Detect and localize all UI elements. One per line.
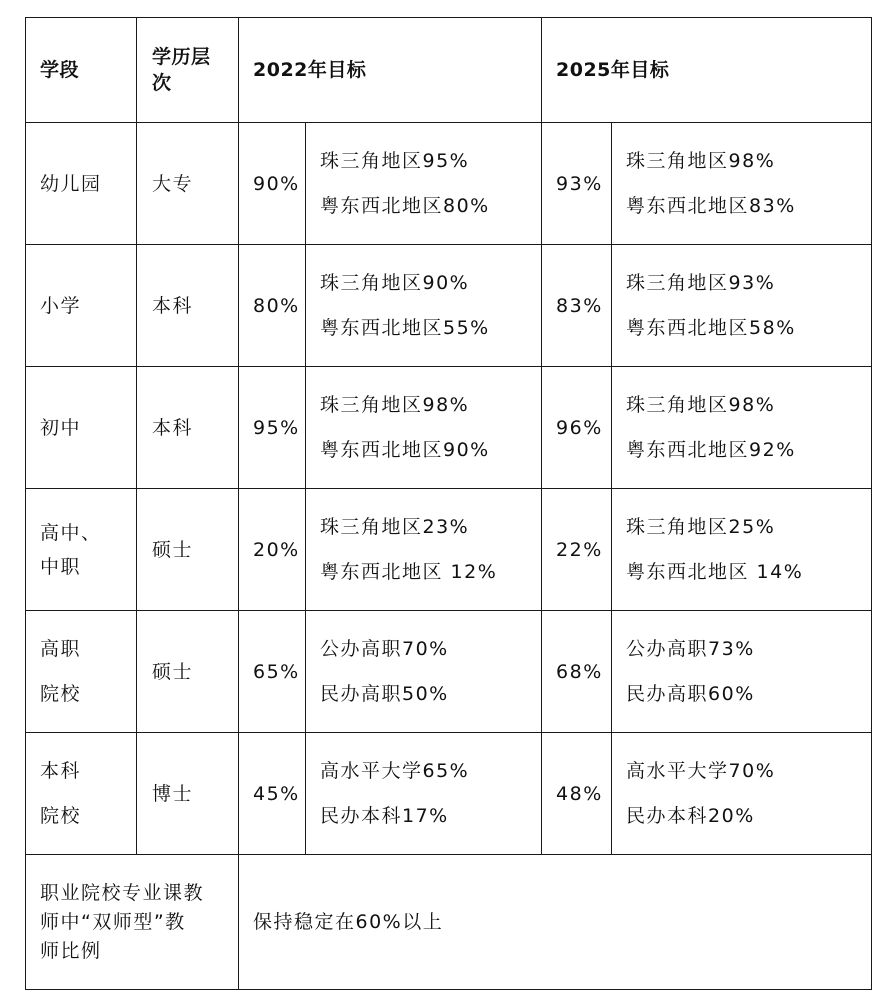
region-target-line: 珠三角地区95% — [320, 149, 470, 172]
regions-2025-cell — [612, 489, 872, 611]
stage-line: 高职 — [40, 637, 82, 660]
region-target-line: 粤东西北地区92% — [626, 438, 796, 461]
stage-cell — [26, 245, 137, 367]
stage-line: 幼儿园 — [40, 172, 102, 195]
degree-cell: 本科 — [137, 245, 239, 367]
degree-cell: 硕士 — [137, 489, 239, 611]
regions-2022-cell — [306, 489, 542, 611]
region-target-line: 粤东西北地区58% — [626, 316, 796, 339]
region-target-line: 珠三角地区25% — [626, 515, 776, 538]
overall-2025-cell: 48% — [542, 733, 612, 855]
regions-2025-cell — [612, 123, 872, 245]
stage-line: 院校 — [40, 804, 82, 827]
overall-2025-cell: 68% — [542, 611, 612, 733]
regions-2025-cell — [612, 245, 872, 367]
dual-qualified-label-line: 职业院校专业课教 — [40, 881, 205, 904]
regions-2022-cell — [306, 733, 542, 855]
degree-cell: 硕士 — [137, 611, 239, 733]
table-row — [26, 733, 872, 855]
region-target-line: 民办高职60% — [626, 682, 755, 705]
region-target-line: 粤东西北地区 12% — [320, 560, 498, 583]
degree-cell: 博士 — [137, 733, 239, 855]
region-target-line: 珠三角地区93% — [626, 271, 776, 294]
table-row — [26, 489, 872, 611]
region-target-line: 粤东西北地区90% — [320, 438, 490, 461]
teacher-qualification-targets-table — [25, 17, 872, 990]
regions-2022-cell — [306, 611, 542, 733]
region-target-line: 公办高职73% — [626, 637, 755, 660]
region-target-line: 粤东西北地区80% — [320, 194, 490, 217]
stage-cell — [26, 611, 137, 733]
header-target-2025: 2025年目标 — [542, 18, 872, 123]
region-target-line: 珠三角地区98% — [626, 393, 776, 416]
overall-2025-cell: 22% — [542, 489, 612, 611]
region-target-line: 民办高职50% — [320, 682, 449, 705]
stage-line: 中职 — [40, 555, 82, 578]
table-row — [26, 367, 872, 489]
region-target-line: 珠三角地区98% — [320, 393, 470, 416]
overall-2025-cell: 96% — [542, 367, 612, 489]
overall-2022-cell: 90% — [239, 123, 306, 245]
overall-2022-cell: 65% — [239, 611, 306, 733]
dual-qualified-value-cell: 保持稳定在60%以上 — [239, 855, 872, 990]
region-target-line: 珠三角地区90% — [320, 271, 470, 294]
stage-cell — [26, 123, 137, 245]
region-target-line: 高水平大学70% — [626, 759, 776, 782]
stage-line: 本科 — [40, 759, 82, 782]
degree-cell: 大专 — [137, 123, 239, 245]
dual-qualified-label-line: 师中“双师型”教 — [40, 910, 186, 933]
overall-2022-cell: 45% — [239, 733, 306, 855]
region-target-line: 公办高职70% — [320, 637, 449, 660]
table-row — [26, 611, 872, 733]
stage-cell — [26, 733, 137, 855]
dual-qualified-teacher-row — [26, 855, 872, 990]
table-row — [26, 245, 872, 367]
regions-2025-cell — [612, 733, 872, 855]
overall-2022-cell: 95% — [239, 367, 306, 489]
region-target-line: 粤东西北地区83% — [626, 194, 796, 217]
stage-line: 高中、 — [40, 521, 102, 544]
regions-2022-cell — [306, 245, 542, 367]
regions-2022-cell — [306, 367, 542, 489]
dual-qualified-label-line: 师比例 — [40, 939, 102, 962]
regions-2022-cell — [306, 123, 542, 245]
stage-line: 小学 — [40, 294, 82, 317]
header-degree-level — [137, 18, 239, 123]
stage-cell — [26, 489, 137, 611]
stage-line: 初中 — [40, 416, 82, 439]
dual-qualified-label-cell — [26, 855, 239, 990]
region-target-line: 珠三角地区23% — [320, 515, 470, 538]
degree-cell: 本科 — [137, 367, 239, 489]
overall-2022-cell: 80% — [239, 245, 306, 367]
header-target-2022: 2022年目标 — [239, 18, 542, 123]
region-target-line: 珠三角地区98% — [626, 149, 776, 172]
region-target-line: 民办本科17% — [320, 804, 449, 827]
header-degree-level-line-1: 学历层 — [152, 46, 211, 68]
regions-2025-cell — [612, 367, 872, 489]
stage-cell — [26, 367, 137, 489]
region-target-line: 粤东西北地区 14% — [626, 560, 804, 583]
overall-2025-cell: 83% — [542, 245, 612, 367]
overall-2022-cell: 20% — [239, 489, 306, 611]
header-stage: 学段 — [26, 18, 137, 123]
overall-2025-cell: 93% — [542, 123, 612, 245]
table-header-row — [26, 18, 872, 123]
table-row — [26, 123, 872, 245]
region-target-line: 民办本科20% — [626, 804, 755, 827]
header-degree-level-line-2: 次 — [152, 72, 172, 94]
regions-2025-cell — [612, 611, 872, 733]
region-target-line: 粤东西北地区55% — [320, 316, 490, 339]
region-target-line: 高水平大学65% — [320, 759, 470, 782]
stage-line: 院校 — [40, 682, 82, 705]
